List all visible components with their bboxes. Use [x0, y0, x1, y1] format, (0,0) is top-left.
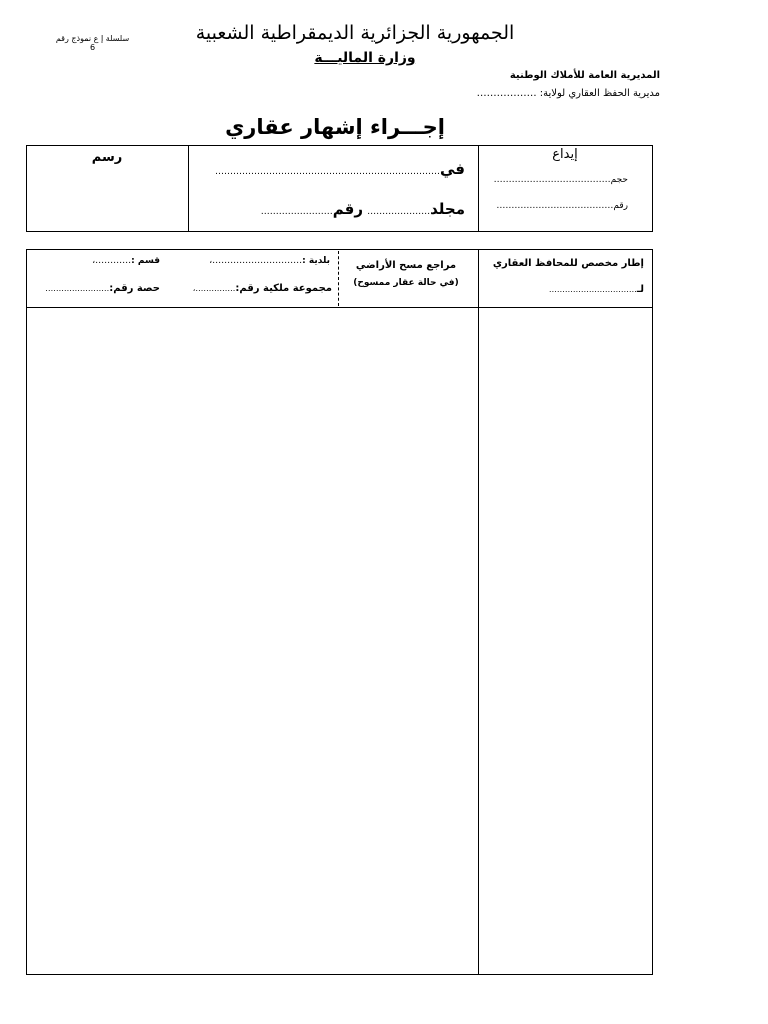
main-column-divider [478, 249, 479, 975]
raqm-label: رقم [332, 200, 363, 218]
number-label: رقم [613, 201, 628, 211]
cadastre-note: (في حالة عقار ممسوح) [353, 278, 459, 288]
deposit-volume-row [488, 175, 628, 185]
mujallad-dots: ………………… [367, 207, 431, 217]
republic-title: الجمهورية الجزائرية الديمقراطية الشعبية [195, 22, 515, 44]
directorate-general: المديرية العامة للأملاك الوطنية [509, 70, 660, 81]
reserved-dots: …………………………… [548, 285, 637, 294]
fi-label: في [440, 160, 465, 178]
deposit-label: إيداع [552, 147, 578, 162]
main-header-divider [26, 307, 653, 308]
section-row [30, 256, 160, 266]
volume-number-row [200, 200, 465, 218]
section-label: قسم : [131, 256, 160, 266]
series-code: سلسلة إ ع نموذج رقم 6 [55, 34, 130, 52]
group-dots: ……………، [192, 284, 236, 293]
fi-dots: ………………………………………………………………… [215, 167, 440, 177]
cadastre-dashed-divider [338, 251, 339, 306]
lot-label: حصة رقم: [109, 283, 160, 294]
reserved-label: إطار مخصص للمحافظ العقاري [492, 258, 644, 269]
cadastre-title: مراجع مسح الأراضي [355, 260, 457, 271]
municipality-row [170, 256, 330, 266]
number-dots: ………………………………… [496, 201, 614, 211]
mujallad-label: مجلد [430, 200, 465, 218]
municipality-label: بلدية : [302, 256, 330, 266]
volume-dots: ………………………………… [493, 175, 611, 185]
document-title: إجـــراء إشهار عقاري [225, 115, 445, 139]
lot-row [30, 283, 160, 294]
raqm-dots: …………………… [260, 207, 333, 217]
ministry-title: وزارة الماليـــة [314, 50, 416, 66]
reserved-sub-row [482, 284, 644, 295]
fi-row [200, 160, 465, 178]
reserved-sub: لـ [636, 284, 644, 295]
section-dots: …………، [92, 256, 132, 266]
directorate-local: مديرية الحفظ العقاري لولاية: ……………… [476, 88, 660, 99]
municipality-dots: …………………………، [209, 256, 303, 266]
volume-label: حجم [610, 175, 628, 185]
group-row [160, 283, 332, 294]
lot-dots: …………………… [45, 284, 110, 293]
registration-divider-left [188, 145, 189, 232]
main-form-box [26, 249, 653, 975]
tax-label: رسم [91, 150, 123, 165]
deposit-number-row [488, 201, 628, 211]
registration-divider-right [478, 145, 479, 232]
group-label: مجموعة ملكية رقم: [235, 283, 332, 294]
